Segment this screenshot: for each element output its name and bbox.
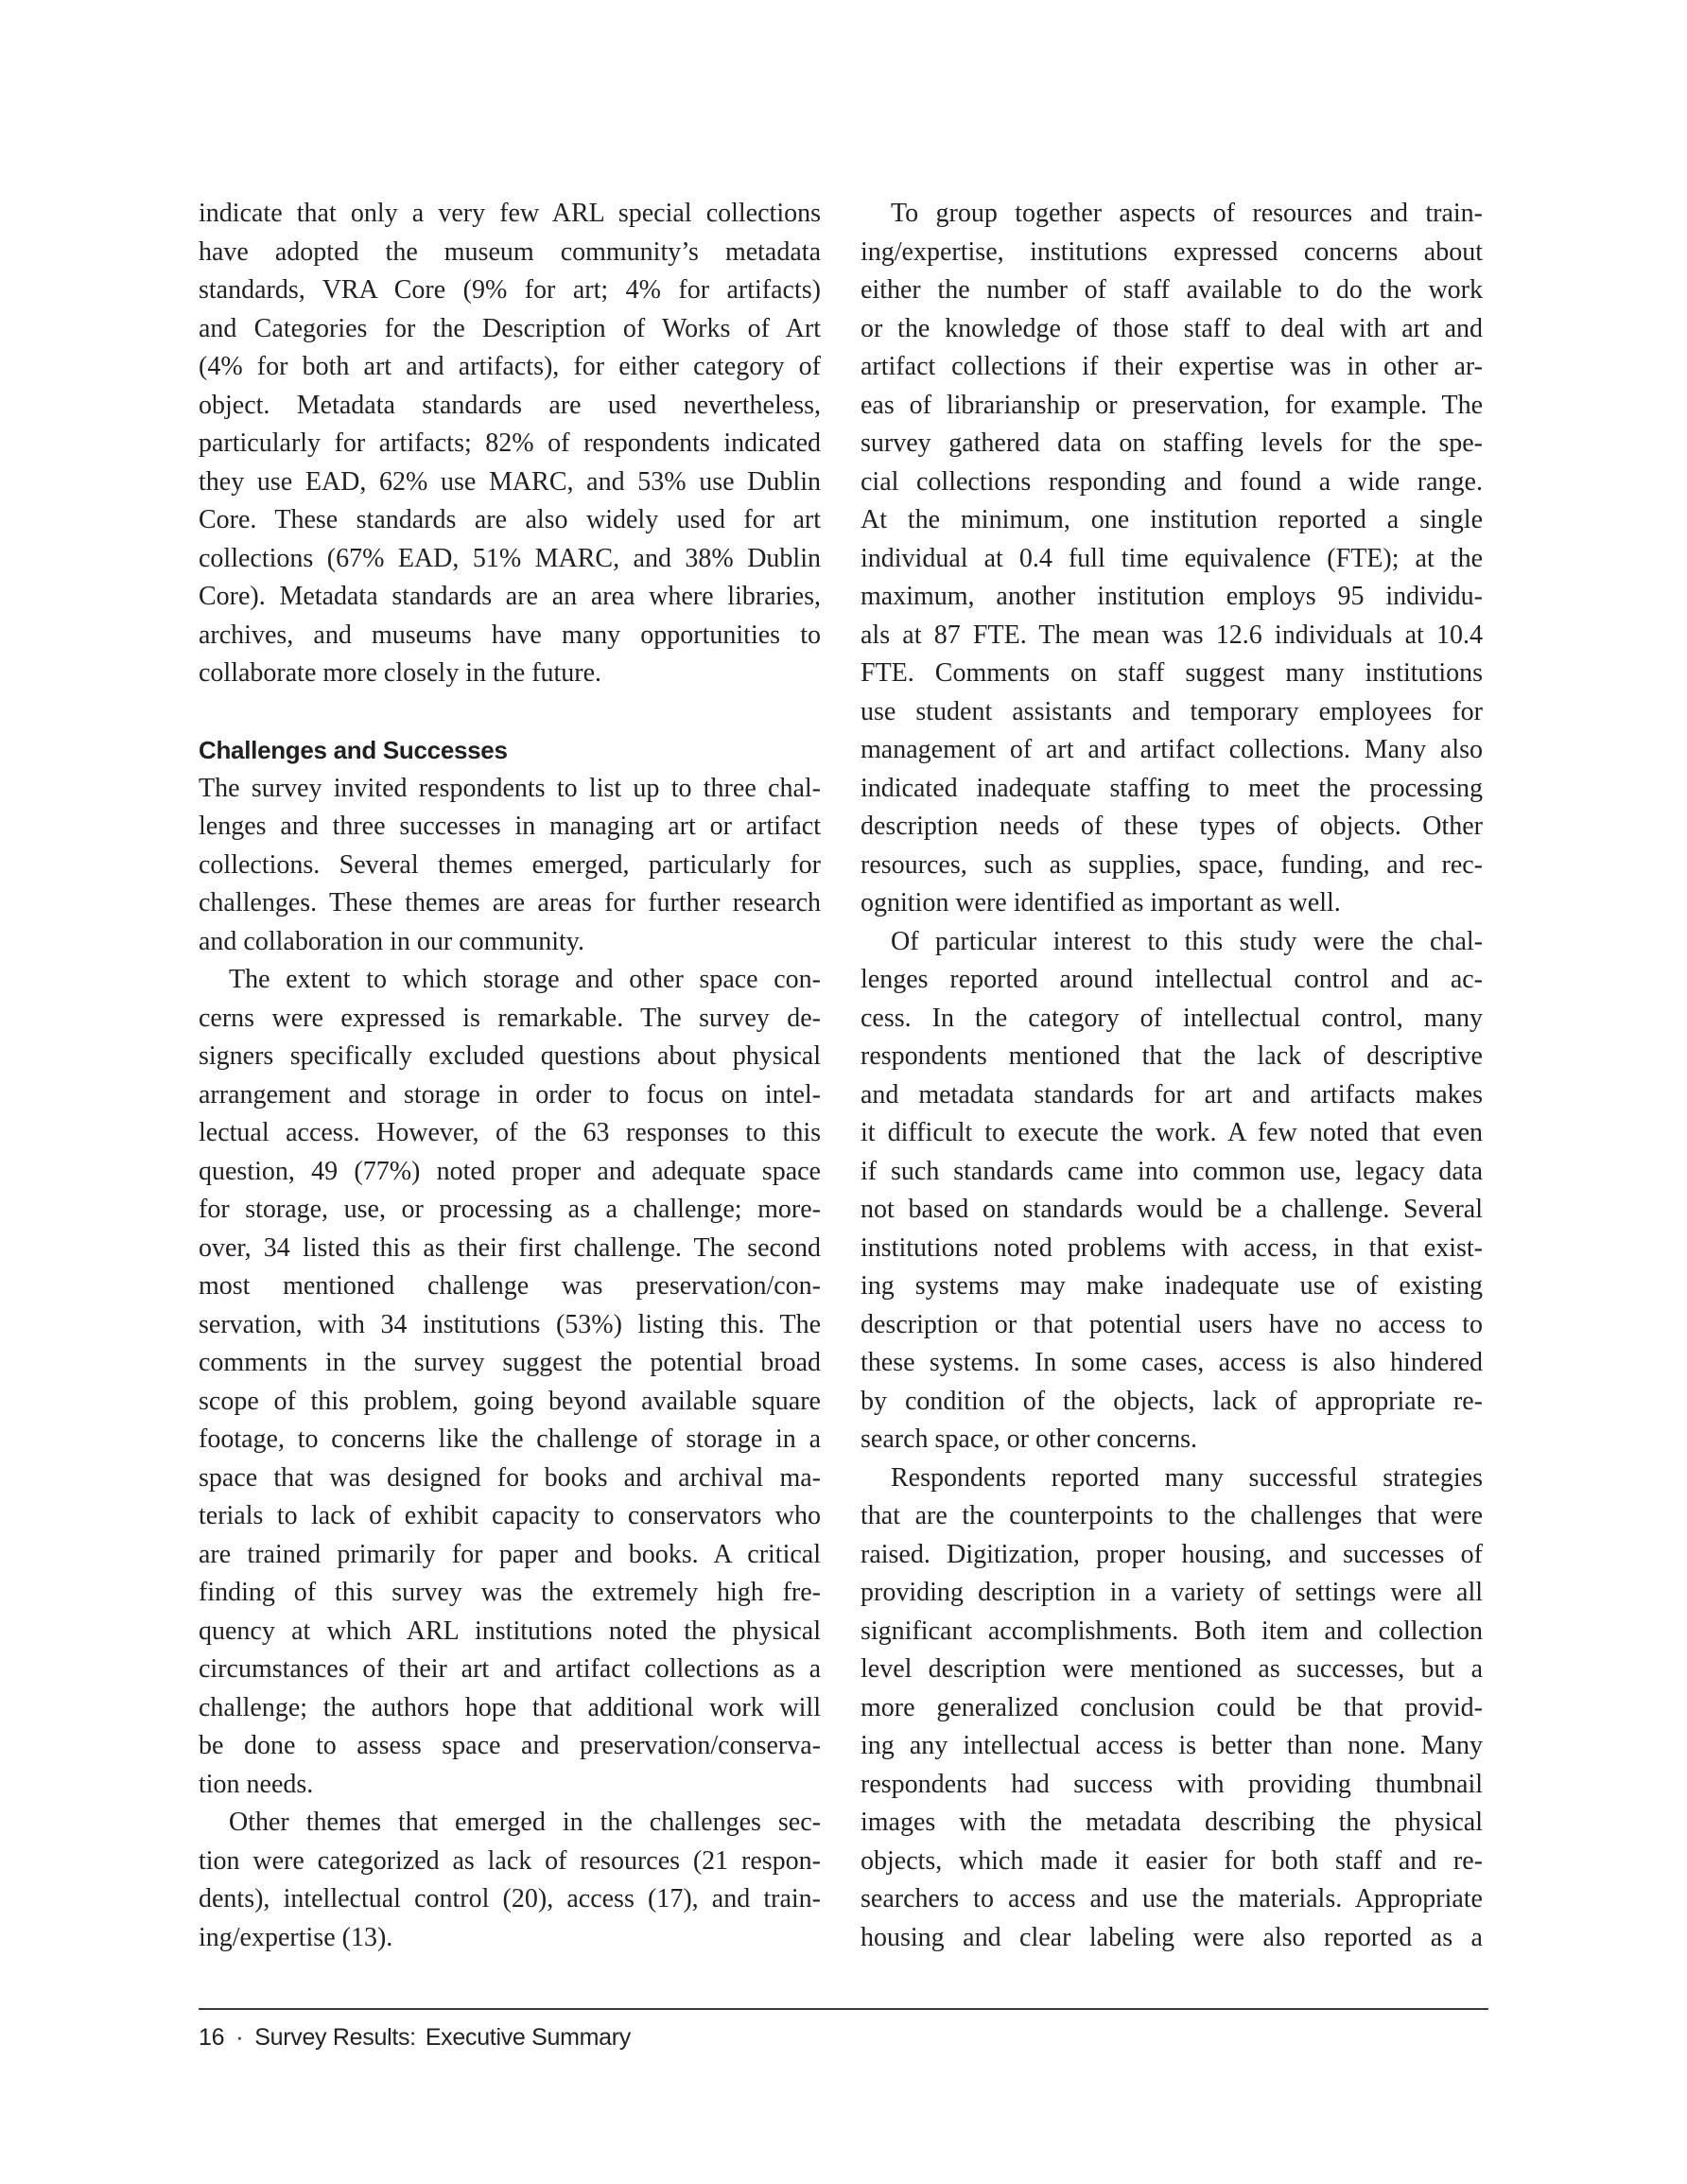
text-line: cerns were expressed is remarkable. The survey de- [199,1003,821,1033]
footer-rule [199,2008,1488,2010]
text-line: At the minimum, one institution reported a single [861,505,1483,534]
text-line: institutions noted problems with access, in that exist- [861,1232,1483,1263]
text-line: resources, such as supplies, space, funding, and rec- [861,849,1483,880]
text-line: Core). Metadata standards are an area where libraries, [199,582,821,611]
text-line: these systems. In some cases, access is also hindered [861,1348,1483,1377]
text-line: and Categories for the Description of Works of Art [199,313,821,343]
text-line: arrangement and storage in order to focus on intel- [199,1079,821,1109]
text-line: question, 49 (77%) noted proper and adequate space [199,1156,821,1186]
text-line: archives, and museums have many opportunities to [199,620,821,650]
text-line: scope of this problem, going beyond available square [199,1386,821,1416]
text-line: Other themes that emerged in the challenges sec- [229,1808,821,1837]
text-line: dents), intellectual control (20), access (17), and train- [199,1884,821,1913]
section-spacer [199,693,821,732]
text-line: ing/expertise (13). [199,1922,393,1952]
text-line: The survey invited respondents to list up to three chal- [199,773,821,803]
text-line: search space, or other concerns. [861,1424,1198,1454]
text-line: eas of librarianship or preservation, for example. The [861,390,1483,420]
footer-separator: · [235,2024,244,2051]
text-line: be done to assess space and preservation/conserva- [199,1731,821,1760]
text-line: they use EAD, 62% use MARC, and 53% use Dublin [199,466,821,497]
text-line: To group together aspects of resources and train- [891,199,1483,228]
text-line: challenges. These themes are areas for further research [199,888,821,917]
text-line: are trained primarily for paper and books. A critical [199,1539,821,1569]
text-line: not based on standards would be a challenge. Several [861,1195,1483,1224]
footer-section: Survey Results: [254,2024,416,2051]
text-line: cial collections responding and found a wide range. [861,466,1483,497]
text-line: ing any intellectual access is better than none. Many [861,1731,1483,1760]
text-line: Respondents reported many successful strategies [891,1462,1483,1493]
text-line: indicated inadequate staffing to meet the processing [861,773,1483,803]
page-number: 16 [199,2024,225,2051]
text-line: searchers to access and use the materials. Appropriate [861,1884,1483,1913]
text-line: quency at which ARL institutions noted the physical [199,1616,821,1646]
text-line: FTE. Comments on staff suggest many institutions [861,658,1483,688]
text-line: Core. These standards are also widely used for art [199,505,821,534]
text-line: space that was designed for books and archival ma- [199,1462,821,1493]
footer-title: Executive Summary [425,2024,632,2051]
text-line: als at 87 FTE. The mean was 12.6 individuals at 10.4 [861,620,1483,650]
paragraph-storage-concerns [199,961,821,1804]
text-line: that are the counterpoints to the challenges that were [861,1501,1483,1530]
text-line: use student assistants and temporary employees for [861,696,1483,726]
text-line: tion needs. [199,1769,314,1799]
text-line: collaborate more closely in the future. [199,658,602,688]
text-line: providing description in a variety of settings were all [861,1578,1483,1607]
right-column [861,195,1483,1957]
paragraph-successes [861,1459,1483,1958]
text-line: lenges and three successes in managing art or artifact [199,812,821,841]
text-line: most mentioned challenge was preservation/con- [199,1271,821,1301]
text-line: lectual access. However, of the 63 responses to this [199,1118,821,1147]
text-line: respondents mentioned that the lack of descriptive [861,1041,1483,1071]
text-line: terials to lack of exhibit capacity to conservators who [199,1501,821,1530]
text-line: housing and clear labeling were also reported as a [861,1922,1483,1952]
text-line: and metadata standards for art and artifacts makes [861,1079,1483,1109]
text-line: individual at 0.4 full time equivalence (FTE); at the [861,543,1483,573]
text-line: respondents had success with providing thumbnail [861,1769,1483,1799]
text-line: object. Metadata standards are used nevertheless, [199,390,821,420]
text-line: objects, which made it easier for both staff and re- [861,1845,1483,1876]
text-line: challenge; the authors hope that additional work will [199,1692,821,1722]
text-line: signers specifically excluded questions about physical [199,1041,821,1071]
text-line: either the number of staff available to do the work [861,275,1483,305]
text-line: footage, to concerns like the challenge of storage in a [199,1424,821,1454]
text-line: more generalized conclusion could be that provid- [861,1692,1483,1722]
text-line: collections (67% EAD, 51% MARC, and 38% Dublin [199,543,821,573]
text-line: description needs of these types of objects. Other [861,812,1483,841]
text-line: if such standards came into common use, legacy data [861,1156,1483,1186]
text-line: standards, VRA Core (9% for art; 4% for artifacts) [199,275,821,305]
text-line: indicate that only a very few ARL special collections [199,199,821,228]
text-line: The extent to which storage and other space con- [229,965,821,994]
text-line: significant accomplishments. Both item and collection [861,1616,1483,1646]
text-line: survey gathered data on staffing levels for the spe- [861,428,1483,458]
text-line: servation, with 34 institutions (53%) listing this. The [199,1309,821,1339]
paragraph-survey-invited [199,770,821,962]
text-line: by condition of the objects, lack of appropriate re- [861,1386,1483,1416]
text-line: (4% for both art and artifacts), for either category of [199,352,821,381]
left-column [199,195,821,1957]
text-line: management of art and artifact collections. Many also [861,735,1483,764]
text-line: and collaboration in our community. [199,926,584,956]
text-line: over, 34 listed this as their first challenge. The second [199,1232,821,1263]
text-line: description or that potential users have no access to [861,1309,1483,1339]
text-line: have adopted the museum community’s metadata [199,236,821,267]
text-line: particularly for artifacts; 82% of respondents indicated [199,428,821,458]
paragraph-other-themes [199,1804,821,1957]
text-line: finding of this survey was the extremely high fre- [199,1578,821,1607]
text-line: collections. Several themes emerged, particularly for [199,849,821,880]
text-line: Of particular interest to this study were the chal- [891,926,1483,956]
text-line: lenges reported around intellectual control and ac- [861,965,1483,994]
text-line: level description were mentioned as successes, but a [861,1654,1483,1684]
text-line: ing/expertise, institutions expressed concerns about [861,236,1483,267]
text-line: images with the metadata describing the physical [861,1808,1483,1837]
text-line: circumstances of their art and artifact collections as a [199,1654,821,1684]
text-line: comments in the survey suggest the potential broad [199,1348,821,1377]
text-line: artifact collections if their expertise was in other ar- [861,352,1483,381]
text-line: ognition were identified as important as well. [861,888,1341,917]
paragraph-metadata-standards [199,195,821,693]
text-line: for storage, use, or processing as a challenge; more- [199,1195,821,1224]
text-line: maximum, another institution employs 95 individu- [861,582,1483,611]
paragraph-intellectual-control [861,923,1483,1459]
page-footer [199,2024,631,2052]
paragraph-resources-training [861,195,1483,923]
text-line: tion were categorized as lack of resources (21 respon- [199,1845,821,1876]
text-line: cess. In the category of intellectual control, many [861,1003,1483,1033]
section-heading: Challenges and Successes [199,736,508,764]
text-line: raised. Digitization, proper housing, and successes of [861,1539,1483,1569]
text-line: ing systems may make inadequate use of existing [861,1271,1483,1301]
text-line: it difficult to execute the work. A few noted that even [861,1118,1483,1147]
text-line: or the knowledge of those staff to deal with art and [861,313,1483,343]
